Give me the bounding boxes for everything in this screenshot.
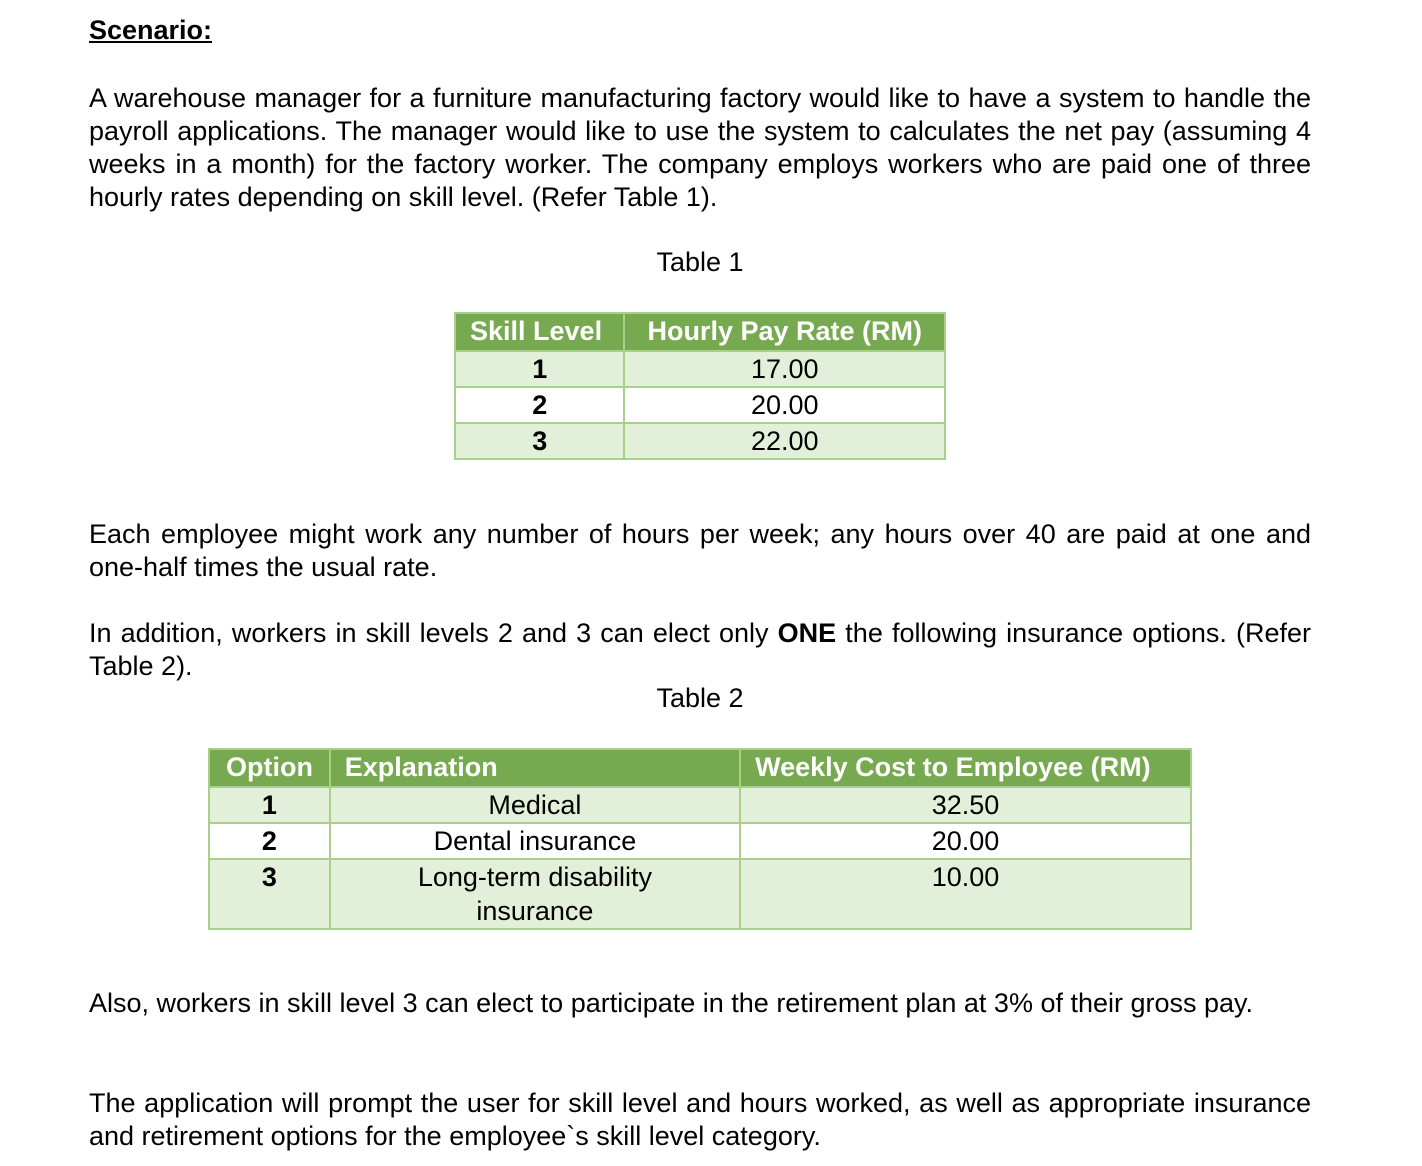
application-paragraph: The application will prompt the user for skill level and hours worked, as well as appropriate insurance and retirement options for the employee`s skill level category.: [89, 1088, 1311, 1151]
explanation-cell: Long-term disability insurance: [330, 859, 740, 929]
intro-paragraph: A warehouse manager for a furniture manufacturing factory would like to have a system to handle the payroll applications. The manager would like to use the system to calculates the net pay (assuming 4 weeks in a month) for the factory worker. The company employs workers who are paid one of three hourly rates depending on skill level. (Refer Table 1).: [89, 83, 1311, 212]
explanation-cell: Dental insurance: [330, 823, 740, 859]
cost-cell: 10.00: [740, 859, 1191, 929]
retirement-paragraph: Also, workers in skill level 3 can elect to participate in the retirement plan at 3% of their gross pay.: [89, 988, 1254, 1018]
table-row: [209, 787, 1191, 823]
rate-cell: 22.00: [624, 423, 945, 459]
option-cell: 3: [209, 859, 330, 929]
table-header-row: [455, 313, 945, 351]
skill-level-cell: 1: [455, 351, 624, 387]
weekly-cost-header: Weekly Cost to Employee (RM): [740, 749, 1191, 787]
skill-level-cell: 2: [455, 387, 624, 423]
hourly-rate-header: Hourly Pay Rate (RM): [624, 313, 945, 351]
option-header: Option: [209, 749, 330, 787]
skill-level-header: Skill Level: [455, 313, 624, 351]
explanation-cell: Medical: [330, 787, 740, 823]
insurance-text-end: the following insurance options. (Refer Table 2).: [89, 618, 1311, 681]
cost-cell: 32.50: [740, 787, 1191, 823]
option-cell: 1: [209, 787, 330, 823]
table1-caption: Table 1: [656, 247, 744, 277]
table-row: [455, 387, 945, 423]
table-row: [455, 423, 945, 459]
cost-cell: 20.00: [740, 823, 1191, 859]
table-header-row: [209, 749, 1191, 787]
scenario-heading: Scenario:: [89, 15, 213, 45]
option-cell: 2: [209, 823, 330, 859]
table2-caption: Table 2: [656, 683, 744, 713]
pay-rate-table: [454, 312, 946, 460]
insurance-text-emphasis: ONE: [777, 618, 837, 648]
skill-level-cell: 3: [455, 423, 624, 459]
table-row: [455, 351, 945, 387]
table-row: [209, 859, 1191, 929]
insurance-paragraph: [89, 617, 1311, 683]
table-row: [209, 823, 1191, 859]
insurance-table: [208, 748, 1192, 930]
rate-cell: 17.00: [624, 351, 945, 387]
explanation-header: Explanation: [330, 749, 740, 787]
rate-cell: 20.00: [624, 387, 945, 423]
insurance-text-start: In addition, workers in skill levels 2 and 3 can elect only: [89, 618, 778, 648]
overtime-paragraph: Each employee might work any number of hours per week; any hours over 40 are paid at one and one-half times the usual rate.: [89, 519, 1311, 582]
